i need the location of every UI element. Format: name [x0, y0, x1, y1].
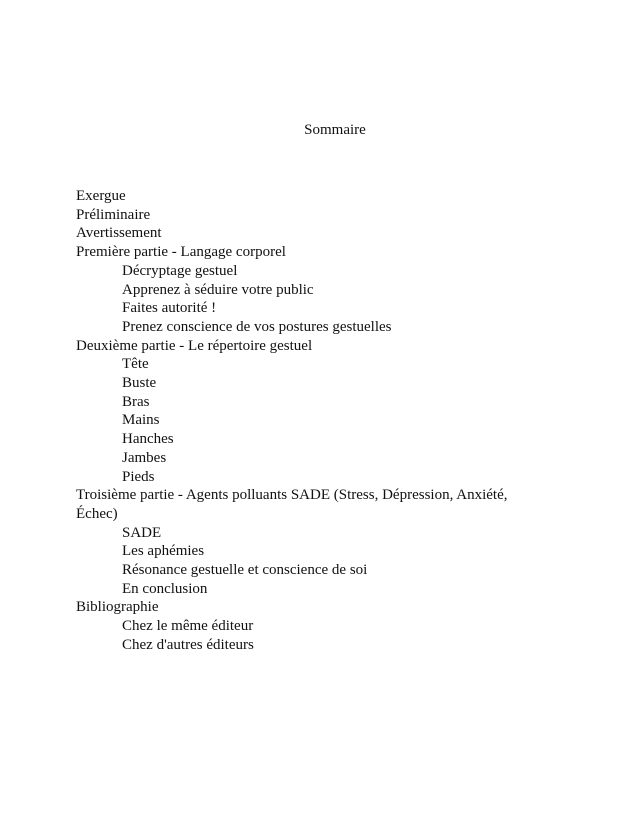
toc-entry-avertissement: Avertissement: [76, 225, 162, 242]
toc-entry-bibliographie: Bibliographie: [76, 599, 159, 616]
table-of-contents: [76, 187, 546, 655]
toc-subentry-jambes: Jambes: [122, 449, 167, 466]
toc-subentry-sade: SADE: [122, 524, 162, 541]
toc-subentry-mains: Mains: [122, 412, 160, 429]
toc-subentry-autres-editeurs: Chez d'autres éditeurs: [122, 636, 254, 653]
toc-entry-exergue: Exergue: [76, 188, 126, 204]
toc-subentry-en-conclusion: En conclusion: [122, 580, 208, 597]
toc-subentry-tete: Tête: [122, 356, 149, 373]
toc-subentry-pieds: Pieds: [122, 468, 155, 485]
toc-subentry-aphemies: Les aphémies: [122, 543, 205, 560]
toc-subentry-meme-editeur: Chez le même éditeur: [122, 618, 254, 635]
toc-entry-troisieme-partie: Troisième partie - Agents polluants SADE (Stress, Dépression, Anxiété, Échec): [76, 487, 508, 522]
toc-entry-deuxieme-partie: Deuxième partie - Le répertoire gestuel: [76, 337, 313, 354]
toc-entry-premiere-partie: Première partie - Langage corporel: [76, 244, 286, 261]
page-title: Sommaire: [304, 122, 366, 138]
toc-subentry-resonance-gestuelle: Résonance gestuelle et conscience de soi: [122, 562, 368, 579]
toc-subentry-prenez-conscience: Prenez conscience de vos postures gestuelles: [122, 318, 392, 335]
toc-entry-preliminaire: Préliminaire: [76, 206, 151, 223]
toc-subentry-faites-autorite: Faites autorité !: [122, 300, 217, 317]
toc-subentry-buste: Buste: [122, 375, 157, 392]
toc-subentry-apprenez-a-seduire: Apprenez à séduire votre public: [122, 281, 314, 298]
toc-subentry-bras: Bras: [122, 393, 150, 410]
toc-subentry-hanches: Hanches: [122, 431, 174, 448]
toc-subentry-decryptage-gestuel: Décryptage gestuel: [122, 262, 238, 279]
